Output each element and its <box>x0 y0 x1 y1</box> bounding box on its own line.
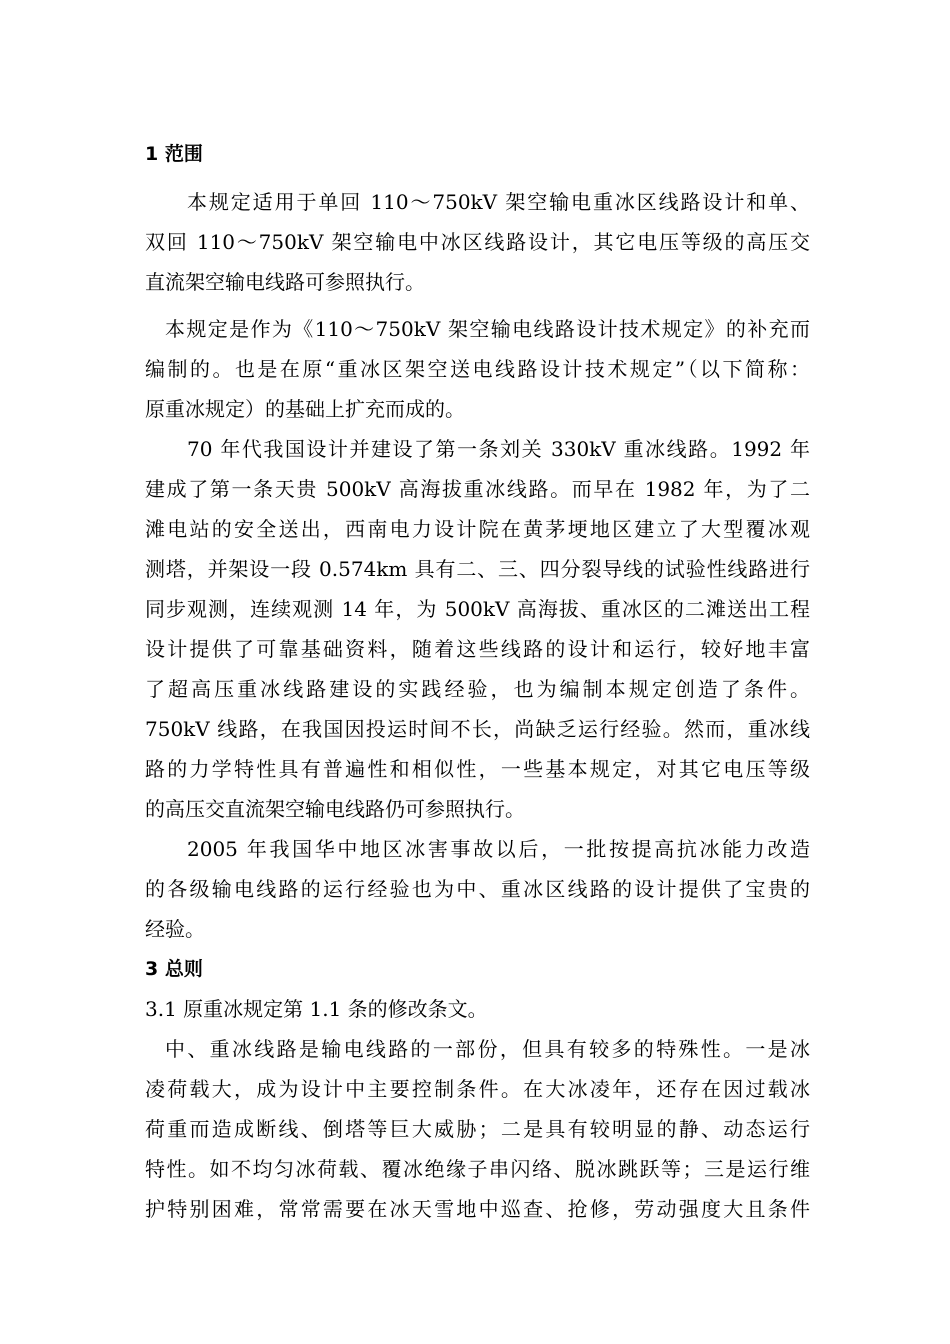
paragraph-line: 的各级输电线路的运行经验也为中、重冰区线路的设计提供了宝贵的 <box>145 877 810 901</box>
paragraph-line: 的高压交直流架空输电线路仍可参照执行。 <box>145 797 525 821</box>
paragraph-line: 直流架空输电线路可参照执行。 <box>145 270 425 294</box>
paragraph-line: 建成了第一条天贵 500kV 高海拔重冰线路。而早在 1982 年，为了二 <box>145 477 810 501</box>
paragraph-line: 编制的。也是在原“重冰区架空送电线路设计技术规定”（以下简称： <box>145 357 810 381</box>
paragraph-line: 荷重而造成断线、倒塔等巨大威胁；二是具有较明显的静、动态运行 <box>145 1117 810 1141</box>
paragraph-line: 设计提供了可靠基础资料，随着这些线路的设计和运行，较好地丰富 <box>145 637 810 661</box>
paragraph-line: 经验。 <box>145 917 205 941</box>
subsection-3-1-heading: 3.1 原重冰规定第 1.1 条的修改条文。 <box>145 997 488 1021</box>
paragraph-line: 滩电站的安全送出，西南电力设计院在黄茅埂地区建立了大型覆冰观 <box>145 517 810 541</box>
paragraph-line: 路的力学特性具有普遍性和相似性，一些基本规定，对其它电压等级 <box>145 757 810 781</box>
paragraph-line: 2005 年我国华中地区冰害事故以后，一批按提高抗冰能力改造 <box>187 837 810 861</box>
paragraph-line: 护特别困难，常常需要在冰天雪地中巡查、抢修，劳动强度大且条件 <box>145 1197 810 1221</box>
paragraph-line: 测塔，并架设一段 0.574km 具有二、三、四分裂导线的试验性线路进行 <box>145 557 810 581</box>
paragraph-line: 本规定适用于单回 110～750kV 架空输电重冰区线路设计和单、 <box>187 190 810 214</box>
section-1-heading: 1 范围 <box>145 143 203 165</box>
paragraph-line: 了超高压重冰线路建设的实践经验，也为编制本规定创造了条件。 <box>145 677 810 701</box>
paragraph-line: 特性。如不均匀冰荷载、覆冰绝缘子串闪络、脱冰跳跃等；三是运行维 <box>145 1157 810 1181</box>
paragraph-line: 70 年代我国设计并建设了第一条刘关 330kV 重冰线路。1992 年 <box>187 437 810 461</box>
paragraph-line: 双回 110～750kV 架空输电中冰区线路设计，其它电压等级的高压交 <box>145 230 810 254</box>
paragraph-line: 凌荷载大，成为设计中主要控制条件。在大冰凌年，还存在因过载冰 <box>145 1077 810 1101</box>
paragraph-line: 本规定是作为《110～750kV 架空输电线路设计技术规定》的补充而 <box>165 317 810 341</box>
paragraph-line: 同步观测，连续观测 14 年，为 500kV 高海拔、重冰区的二滩送出工程 <box>145 597 810 621</box>
paragraph-line: 中、重冰线路是输电线路的一部份，但具有较多的特殊性。一是冰 <box>165 1037 810 1061</box>
paragraph-line: 750kV 线路，在我国因投运时间不长，尚缺乏运行经验。然而，重冰线 <box>145 717 810 741</box>
paragraph-line: 原重冰规定）的基础上扩充而成的。 <box>145 397 465 421</box>
section-3-heading: 3 总则 <box>145 958 203 980</box>
